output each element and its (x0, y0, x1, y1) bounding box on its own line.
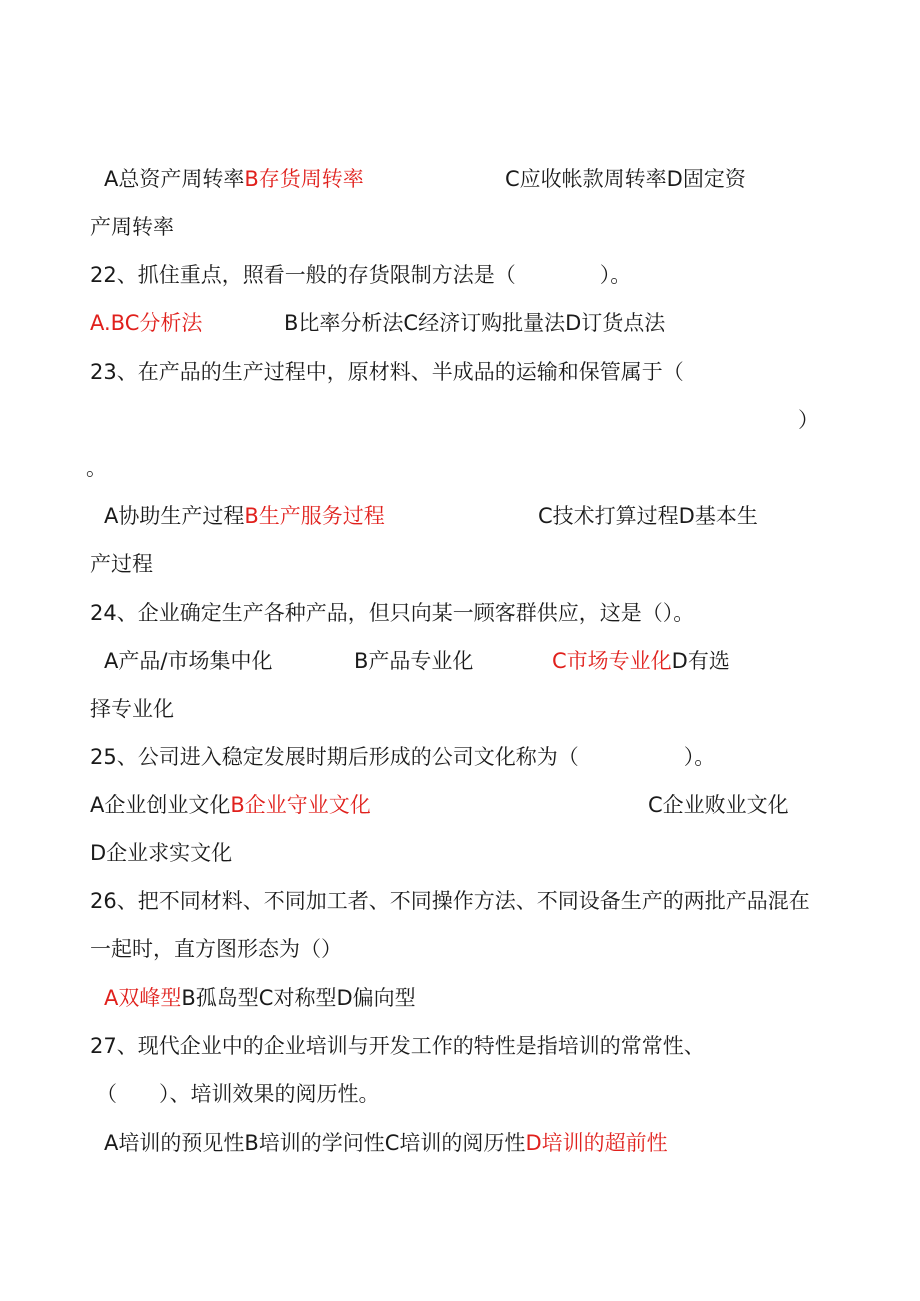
q21-options-row-right (505, 164, 746, 194)
q23-options-cd: C技术打算过程D基本生 (538, 504, 758, 528)
q26-stem-line2: 一起时，直方图形态为（） (90, 937, 342, 961)
q21-option-d-continued: 产周转率 (90, 215, 174, 239)
q25-option-a: A企业创业文化 (90, 793, 231, 817)
q24-option-b: B产品专业化 (354, 649, 474, 673)
q23-option-d-continued: 产过程 (90, 552, 153, 576)
q24-stem: 24、企业确定生产各种产品，但只向某一顾客群供应，这是（）。 (90, 601, 695, 625)
q22-options-bcd: B比率分析法C经济订购批量法D订货点法 (284, 311, 666, 335)
q21-option-b-answer: B存货周转率 (244, 167, 364, 191)
q26-options-row (104, 983, 416, 1013)
q24-options-cd (552, 646, 730, 676)
q21-option-d: D固定资 (666, 167, 746, 191)
q27-option-d-answer: D培训的超前性 (525, 1131, 668, 1155)
q24-option-c-answer: C市场专业化 (552, 649, 672, 673)
q23-option-a: A协助生产过程 (104, 504, 245, 528)
q26-option-a-answer: A双峰型 (104, 986, 182, 1010)
q27-stem-line1: 27、现代企业中的企业培训与开发工作的特性是指培训的常常性、 (90, 1034, 705, 1058)
q25-options-ab (90, 790, 371, 820)
q22-stem: 22、抓住重点，照看一般的存货限制方法是（ ）。 (90, 263, 632, 287)
q25-stem: 25、公司进入稳定发展时期后形成的公司文化称为（ ）。 (90, 745, 716, 769)
q25-option-b-answer: B企业守业文化 (230, 793, 371, 817)
q21-options-row (104, 164, 364, 194)
q23-stem-period: 。 (86, 456, 107, 480)
q24-option-d: D有选 (671, 649, 730, 673)
q21-option-c: C应收帐款周转率 (505, 167, 667, 191)
q27-options-abc: A培训的预见性B培训的学问性C培训的阅历性 (104, 1131, 526, 1155)
q21-option-a: A总资产周转率 (104, 167, 245, 191)
q23-options-row (104, 501, 385, 531)
q24-option-d-continued: 择专业化 (90, 697, 174, 721)
q26-stem-line1: 26、把不同材料、不同加工者、不同操作方法、不同设备生产的两批产品混在 (90, 889, 810, 913)
q26-options-bcd: B孤岛型C对称型D偏向型 (181, 986, 416, 1010)
q27-options-row (104, 1128, 668, 1158)
q27-stem-line2: （ ）、培训效果的阅历性。 (96, 1082, 380, 1106)
q22-option-a-answer: A.BC分析法 (90, 311, 203, 335)
q23-stem-close: ） (798, 408, 819, 432)
q25-option-d: D企业求实文化 (90, 841, 233, 865)
q23-option-b-answer: B生产服务过程 (244, 504, 385, 528)
q24-option-a: A产品/市场集中化 (104, 649, 273, 673)
q23-stem: 23、在产品的生产过程中，原材料、半成品的运输和保管属于（ (90, 360, 684, 384)
q25-option-c: C企业败业文化 (648, 793, 789, 817)
